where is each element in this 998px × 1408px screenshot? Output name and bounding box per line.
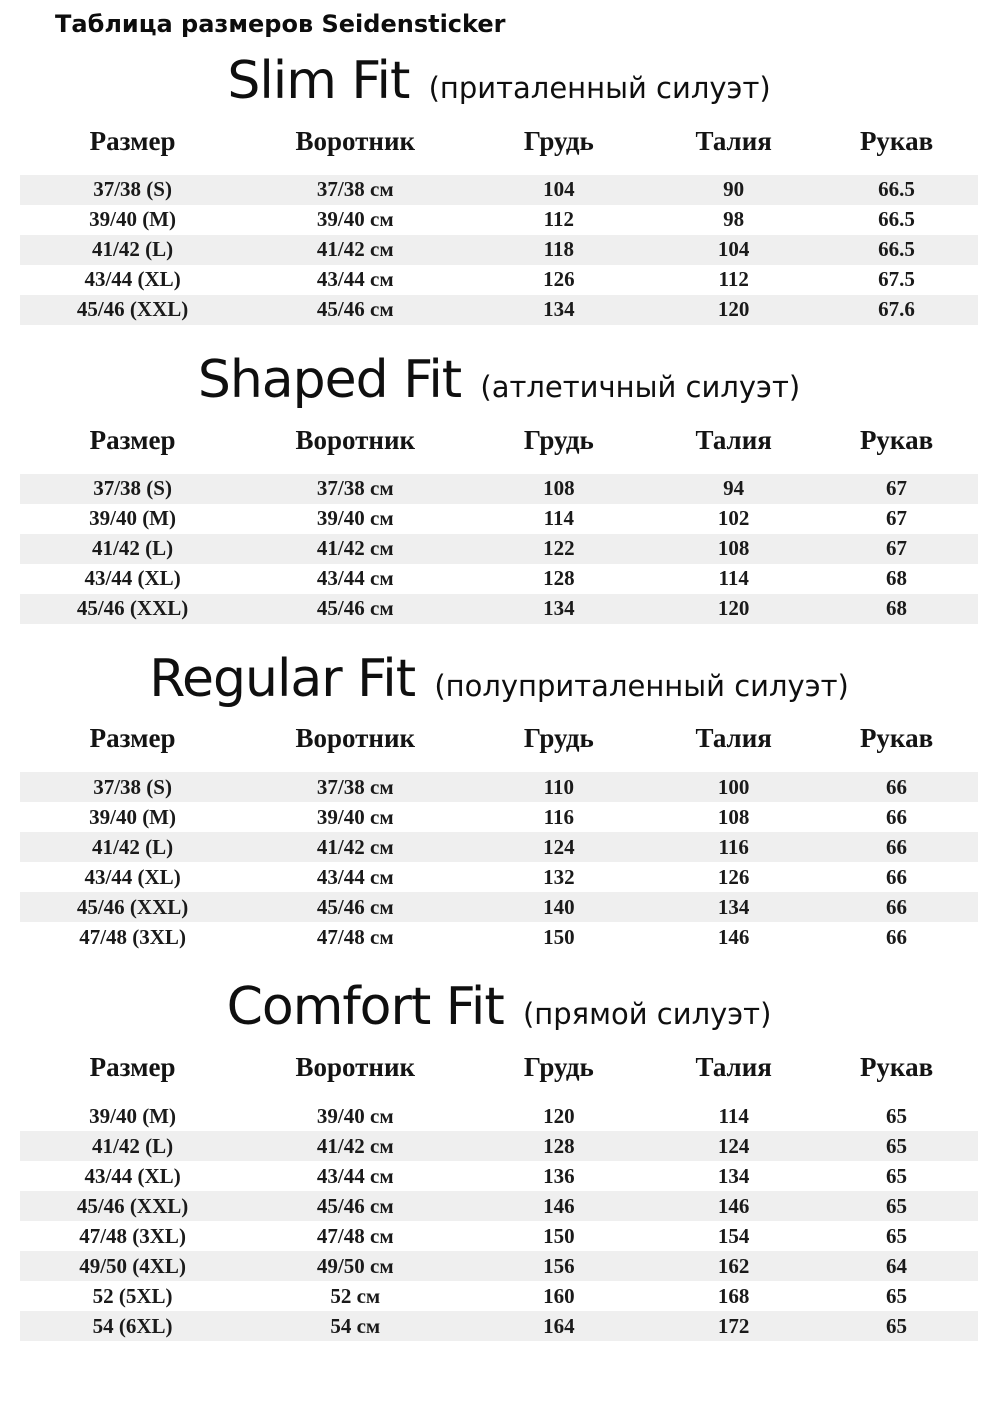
table-cell: 43/44 см xyxy=(316,566,394,591)
table-row xyxy=(20,1311,978,1341)
table-cell: 43/44 (XL) xyxy=(84,864,181,889)
fit-subtitle: (прямой силуэт) xyxy=(513,997,772,1032)
table-cell: 41/42 (L) xyxy=(92,834,174,859)
table-cell: 100 xyxy=(717,774,750,799)
fit-section-shaped-fit xyxy=(0,351,998,624)
table-cell: 104 xyxy=(543,177,575,202)
table-cell: 37/38 (S) xyxy=(93,476,172,501)
table-cell: 134 xyxy=(717,894,750,919)
table-cell: 108 xyxy=(717,536,750,561)
column-header: Талия xyxy=(695,125,772,156)
table-cell: 52 см xyxy=(330,1283,381,1308)
table-cell: 112 xyxy=(543,207,575,232)
fit-name: Comfort Fit xyxy=(226,977,504,1038)
table-cell: 41/42 см xyxy=(316,834,394,859)
table-cell: 116 xyxy=(718,834,749,859)
table-cell: 43/44 (XL) xyxy=(84,566,181,591)
table-header-row xyxy=(20,120,978,175)
table-cell: 132 xyxy=(543,864,575,889)
table-cell: 65 xyxy=(886,1223,908,1248)
table-cell: 47/48 (3XL) xyxy=(79,1223,186,1248)
table-cell: 114 xyxy=(718,1103,749,1128)
table-row xyxy=(20,564,978,594)
section-title xyxy=(0,978,998,1038)
table-cell: 41/42 см xyxy=(316,536,394,561)
table-cell: 120 xyxy=(717,297,750,322)
table-row xyxy=(20,802,978,832)
column-header: Размер xyxy=(89,424,176,455)
table-cell: 49/50 см xyxy=(316,1253,394,1278)
table-row xyxy=(20,534,978,564)
table-cell: 65 xyxy=(886,1103,908,1128)
table-cell: 66 xyxy=(886,924,908,949)
table-row xyxy=(20,295,978,325)
fit-subtitle: (приталенный силуэт) xyxy=(419,71,771,105)
table-row xyxy=(20,1131,978,1161)
column-header: Рукав xyxy=(859,424,934,455)
column-header: Грудь xyxy=(523,723,594,754)
column-header: Грудь xyxy=(523,125,594,156)
table-cell: 108 xyxy=(543,476,575,501)
table-cell: 124 xyxy=(717,1133,750,1158)
table-cell: 39/40 см xyxy=(316,1103,394,1128)
table-cell: 45/46 см xyxy=(316,297,394,322)
table-cell: 146 xyxy=(717,924,750,949)
table-cell: 43/44 (XL) xyxy=(84,1163,181,1188)
table-cell: 168 xyxy=(717,1283,750,1308)
table-cell: 134 xyxy=(543,297,575,322)
table-cell: 68 xyxy=(886,566,908,591)
table-row xyxy=(20,892,978,922)
table-cell: 67.5 xyxy=(878,267,915,292)
table-cell: 41/42 см xyxy=(316,237,394,262)
table-cell: 66 xyxy=(886,864,908,889)
table-cell: 45/46 см xyxy=(316,1193,394,1218)
table-cell: 128 xyxy=(543,1133,575,1158)
fit-name: Regular Fit xyxy=(149,648,416,709)
table-header-row xyxy=(20,717,978,772)
column-header: Размер xyxy=(89,723,176,754)
table-cell: 150 xyxy=(543,924,575,949)
table-cell: 54 см xyxy=(330,1313,381,1338)
table-cell: 65 xyxy=(886,1163,908,1188)
table-row xyxy=(20,235,978,265)
section-title xyxy=(0,351,998,411)
column-header: Грудь xyxy=(523,1052,594,1083)
table-cell: 120 xyxy=(543,1103,575,1128)
table-cell: 156 xyxy=(543,1253,575,1278)
table-cell: 65 xyxy=(886,1193,908,1218)
table-cell: 37/38 (S) xyxy=(93,177,172,202)
section-title xyxy=(0,52,998,112)
table-row xyxy=(20,862,978,892)
column-header: Размер xyxy=(89,125,176,156)
table-cell: 45/46 (XXL) xyxy=(76,297,189,322)
table-cell: 146 xyxy=(717,1193,750,1218)
fit-subtitle: (атлетичный силуэт) xyxy=(471,369,801,404)
column-header: Талия xyxy=(695,1052,772,1083)
table-cell: 45/46 см xyxy=(316,596,394,621)
table-cell: 67.6 xyxy=(878,297,915,322)
size-table xyxy=(20,717,978,952)
column-header: Воротник xyxy=(295,723,416,754)
table-row xyxy=(20,922,978,952)
table-cell: 37/38 см xyxy=(316,177,394,202)
table-cell: 66 xyxy=(886,774,908,799)
table-cell: 66.5 xyxy=(878,237,915,262)
table-cell: 114 xyxy=(543,506,575,531)
table-cell: 41/42 см xyxy=(316,1133,394,1158)
table-cell: 47/48 см xyxy=(316,1223,394,1248)
table-body xyxy=(20,474,978,624)
section-title xyxy=(0,650,998,710)
column-header: Размер xyxy=(89,1052,176,1083)
table-cell: 102 xyxy=(717,506,750,531)
table-cell: 41/42 (L) xyxy=(92,536,174,561)
sections-container xyxy=(0,52,998,1341)
column-header: Рукав xyxy=(859,125,934,156)
table-cell: 108 xyxy=(717,804,750,829)
table-cell: 39/40 (M) xyxy=(89,804,177,829)
table-cell: 120 xyxy=(717,596,750,621)
table-cell: 49/50 (4XL) xyxy=(79,1253,186,1278)
table-header-row xyxy=(20,419,978,474)
table-cell: 122 xyxy=(543,536,575,561)
table-cell: 39/40 см xyxy=(316,804,394,829)
table-row xyxy=(20,832,978,862)
table-row xyxy=(20,1221,978,1251)
table-cell: 90 xyxy=(723,177,745,202)
fit-subtitle: (полуприталенный силуэт) xyxy=(425,668,849,703)
table-cell: 66 xyxy=(886,804,908,829)
table-cell: 47/48 (3XL) xyxy=(79,924,186,949)
table-cell: 112 xyxy=(718,267,749,292)
table-row xyxy=(20,504,978,534)
table-header-row xyxy=(20,1046,978,1101)
table-cell: 65 xyxy=(886,1283,908,1308)
table-cell: 128 xyxy=(543,566,575,591)
fit-name: Shaped Fit xyxy=(197,349,462,410)
column-header: Грудь xyxy=(523,424,594,455)
column-header: Воротник xyxy=(295,125,416,156)
table-cell: 43/44 (XL) xyxy=(84,267,181,292)
table-cell: 104 xyxy=(717,237,750,262)
table-cell: 140 xyxy=(543,894,575,919)
table-cell: 172 xyxy=(717,1313,750,1338)
table-row xyxy=(20,1191,978,1221)
table-cell: 126 xyxy=(717,864,750,889)
table-cell: 67 xyxy=(886,476,908,501)
table-cell: 146 xyxy=(543,1193,575,1218)
table-cell: 94 xyxy=(723,476,745,501)
fit-section-comfort-fit xyxy=(0,978,998,1341)
table-row xyxy=(20,175,978,205)
table-row xyxy=(20,474,978,504)
column-header: Воротник xyxy=(295,424,416,455)
table-cell: 68 xyxy=(886,596,908,621)
column-header: Рукав xyxy=(859,723,934,754)
table-cell: 154 xyxy=(717,1223,750,1248)
table-cell: 67 xyxy=(886,506,908,531)
table-cell: 162 xyxy=(717,1253,750,1278)
table-row xyxy=(20,594,978,624)
table-cell: 43/44 см xyxy=(316,864,394,889)
table-cell: 136 xyxy=(543,1163,575,1188)
page-title: Таблица размеров Seidensticker xyxy=(55,10,506,38)
table-cell: 98 xyxy=(723,207,745,232)
table-row xyxy=(20,1101,978,1131)
fit-section-slim-fit xyxy=(0,52,998,325)
column-header: Воротник xyxy=(295,1052,416,1083)
table-cell: 65 xyxy=(886,1313,908,1338)
size-table xyxy=(20,1046,978,1341)
table-cell: 116 xyxy=(543,804,575,829)
table-cell: 160 xyxy=(543,1283,575,1308)
column-header: Талия xyxy=(695,723,772,754)
table-row xyxy=(20,1161,978,1191)
table-cell: 66.5 xyxy=(878,207,915,232)
table-row xyxy=(20,1281,978,1311)
table-cell: 124 xyxy=(543,834,575,859)
table-cell: 66.5 xyxy=(878,177,915,202)
table-cell: 45/46 (XXL) xyxy=(76,596,189,621)
table-cell: 54 (6XL) xyxy=(92,1313,173,1338)
table-cell: 47/48 см xyxy=(316,924,394,949)
table-cell: 164 xyxy=(543,1313,575,1338)
table-cell: 134 xyxy=(543,596,575,621)
table-cell: 37/38 см xyxy=(316,774,394,799)
table-row xyxy=(20,205,978,235)
table-cell: 150 xyxy=(543,1223,575,1248)
table-cell: 134 xyxy=(717,1163,750,1188)
table-cell: 41/42 (L) xyxy=(92,237,174,262)
table-cell: 64 xyxy=(886,1253,908,1278)
table-cell: 45/46 (XXL) xyxy=(76,1193,189,1218)
table-cell: 66 xyxy=(886,894,908,919)
table-cell: 110 xyxy=(543,774,575,799)
table-body xyxy=(20,1101,978,1341)
table-body xyxy=(20,175,978,325)
table-cell: 126 xyxy=(543,267,575,292)
table-cell: 45/46 (XXL) xyxy=(76,894,189,919)
column-header: Рукав xyxy=(859,1052,934,1083)
table-row xyxy=(20,772,978,802)
table-cell: 65 xyxy=(886,1133,908,1158)
table-cell: 39/40 см xyxy=(316,506,394,531)
table-cell: 37/38 (S) xyxy=(93,774,172,799)
table-cell: 66 xyxy=(886,834,908,859)
table-body xyxy=(20,772,978,952)
table-cell: 43/44 см xyxy=(316,267,394,292)
fit-section-regular-fit xyxy=(0,650,998,953)
table-cell: 118 xyxy=(543,237,575,262)
table-cell: 39/40 (M) xyxy=(89,506,177,531)
table-cell: 37/38 см xyxy=(316,476,394,501)
table-cell: 67 xyxy=(886,536,908,561)
table-row xyxy=(20,265,978,295)
table-cell: 52 (5XL) xyxy=(92,1283,173,1308)
table-cell: 114 xyxy=(718,566,749,591)
size-table xyxy=(20,419,978,624)
table-cell: 39/40 (M) xyxy=(89,1103,177,1128)
table-cell: 43/44 см xyxy=(316,1163,394,1188)
table-cell: 41/42 (L) xyxy=(92,1133,174,1158)
table-cell: 45/46 см xyxy=(316,894,394,919)
column-header: Талия xyxy=(695,424,772,455)
table-row xyxy=(20,1251,978,1281)
table-cell: 39/40 см xyxy=(316,207,394,232)
table-cell: 39/40 (M) xyxy=(89,207,177,232)
fit-name: Slim Fit xyxy=(227,51,410,111)
size-table xyxy=(20,120,978,325)
